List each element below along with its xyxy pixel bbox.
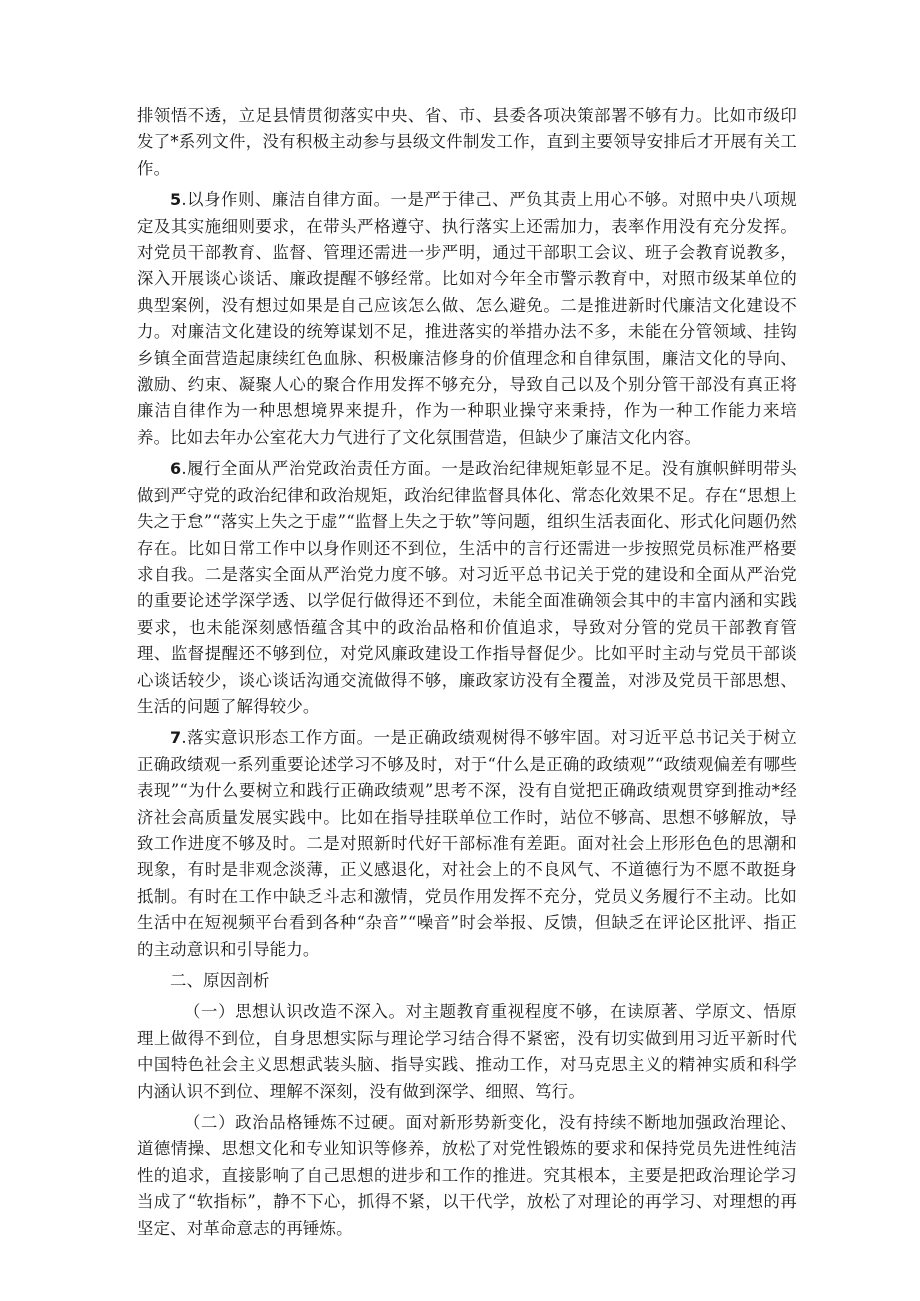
- paragraph-text: （二）政治品格锤炼不过硬。面对新形势新变化，没有持续不断地加强政治理论、道德情操、思想文化和专业知识等修养，放松了对党性锻炼的要求和保持党员先进性纯洁性的追求，直接影响了自己思想的进步和工作的推进。究其根本，主要是把政治理论学习当成了“软指标”，静不下心，抓得不紧，以干代学，放松了对理论的再学习、对理想的再坚定、对革命意志的再锤炼。: [137, 1113, 797, 1238]
- paragraph-text: .落实意识形态工作方面。一是正确政绩观树得不够牢固。对习近平总书记关于树立正确政绩观一系列重要论述学习不够及时，对于“什么是正确的政绩观”“政绩观偏差有哪些表现”“为什么要树立和践行正确政绩观”思考不深，没有自觉把正确政绩观贯穿到推动*经济社会高质量发展实践中。比如在指导挂联单位工作时，站位不够高、思想不够解放，导致工作进度不够及时。二是对照新时代好干部标准有差距。面对社会上形形色色的思潮和现象，有时是非观念淡薄，正义感退化，对社会上的不良风气、不道德行为不愿不敢挺身抵制。有时在工作中缺乏斗志和激情，党员作用发挥不充分，党员义务履行不主动。比如生活中在短视频平台看到各种“杂音”“噪音”时会举报、反馈，但缺乏在评论区批评、指正的主动意识和引导能力。: [137, 728, 797, 959]
- paragraph-item-5: [137, 187, 797, 451]
- document-page: [137, 103, 797, 1247]
- item-number: 6: [170, 459, 182, 479]
- paragraph-text: .履行全面从严治党政治责任方面。一是政治纪律规矩彰显不足。没有旗帜鲜明带头做到严守党的政治纪律和政治规矩，政治纪律监督具体化、常态化效果不足。存在“思想上失之于怠”“落实上失之于虚”“监督上失之于软”等问题，组织生活表面化、形式化问题仍然存在。比如日常工作中以身作则还不到位，生活中的言行还需进一步按照党员标准严格要求自我。二是落实全面从严治党力度不够。对习近平总书记关于党的建设和全面从严治党的重要论述学深学透、以学促行做得还不到位，未能全面准确领会其中的丰富内涵和实践要求，也未能深刻感悟蕴含其中的政治品格和价值追求，导致对分管的党员干部教育管理、监督提醒还不够到位，对党风廉政建设工作指导督促少。比如平时主动与党员干部谈心谈话较少，谈心谈话沟通交流做得不够，廉政家访没有全覆盖，对涉及党员干部思想、生活的问题了解得较少。: [137, 459, 797, 716]
- section-heading: 二、原因剖析: [170, 971, 270, 990]
- item-number: 5: [170, 190, 182, 210]
- paragraph-item-6: [137, 456, 797, 720]
- item-number: 7: [170, 728, 182, 748]
- subsection-1: [137, 999, 797, 1105]
- paragraph-continuation: [137, 103, 797, 182]
- paragraph-text: （一）思想认识改造不深入。对主题教育重视程度不够，在读原著、学原文、悟原理上做得不到位，自身思想实际与理论学习结合得不紧密，没有切实做到用习近平新时代中国特色社会主义思想武装头脑、指导实践、推动工作，对马克思主义的精神实质和科学内涵认识不到位、理解不深刻，没有做到深学、细照、笃行。: [137, 1002, 797, 1101]
- subsection-2: [137, 1110, 797, 1242]
- paragraph-item-7: [137, 725, 797, 963]
- paragraph-text: 排领悟不透，立足县情贯彻落实中央、省、市、县委各项决策部署不够有力。比如市级印发了*系列文件，没有积极主动参与县级文件制发工作，直到主要领导安排后才开展有关工作。: [137, 106, 797, 178]
- paragraph-text: .以身作则、廉洁自律方面。一是严于律己、严负其责上用心不够。对照中央八项规定及其实施细则要求，在带头严格遵守、执行落实上还需加力，表率作用没有充分发挥。对党员干部教育、监督、管理还需进一步严明，通过干部职工会议、班子会教育说教多，深入开展谈心谈话、廉政提醒不够经常。比如对今年全市警示教育中，对照市级某单位的典型案例，没有想过如果是自己应该怎么做、怎么避免。二是推进新时代廉洁文化建设不力。对廉洁文化建设的统筹谋划不足，推进落实的举措办法不多，未能在分管领域、挂钩乡镇全面营造起康续红色血脉、积极廉洁修身的价值理念和自律氛围，廉洁文化的导向、激励、约束、凝聚人心的聚合作用发挥不够充分，导致自己以及个别分管干部没有真正将廉洁自律作为一种思想境界来提升，作为一种职业操守来秉持，作为一种工作能力来培养。比如去年办公室花大力气进行了文化氛围营造，但缺少了廉洁文化内容。: [137, 190, 797, 447]
